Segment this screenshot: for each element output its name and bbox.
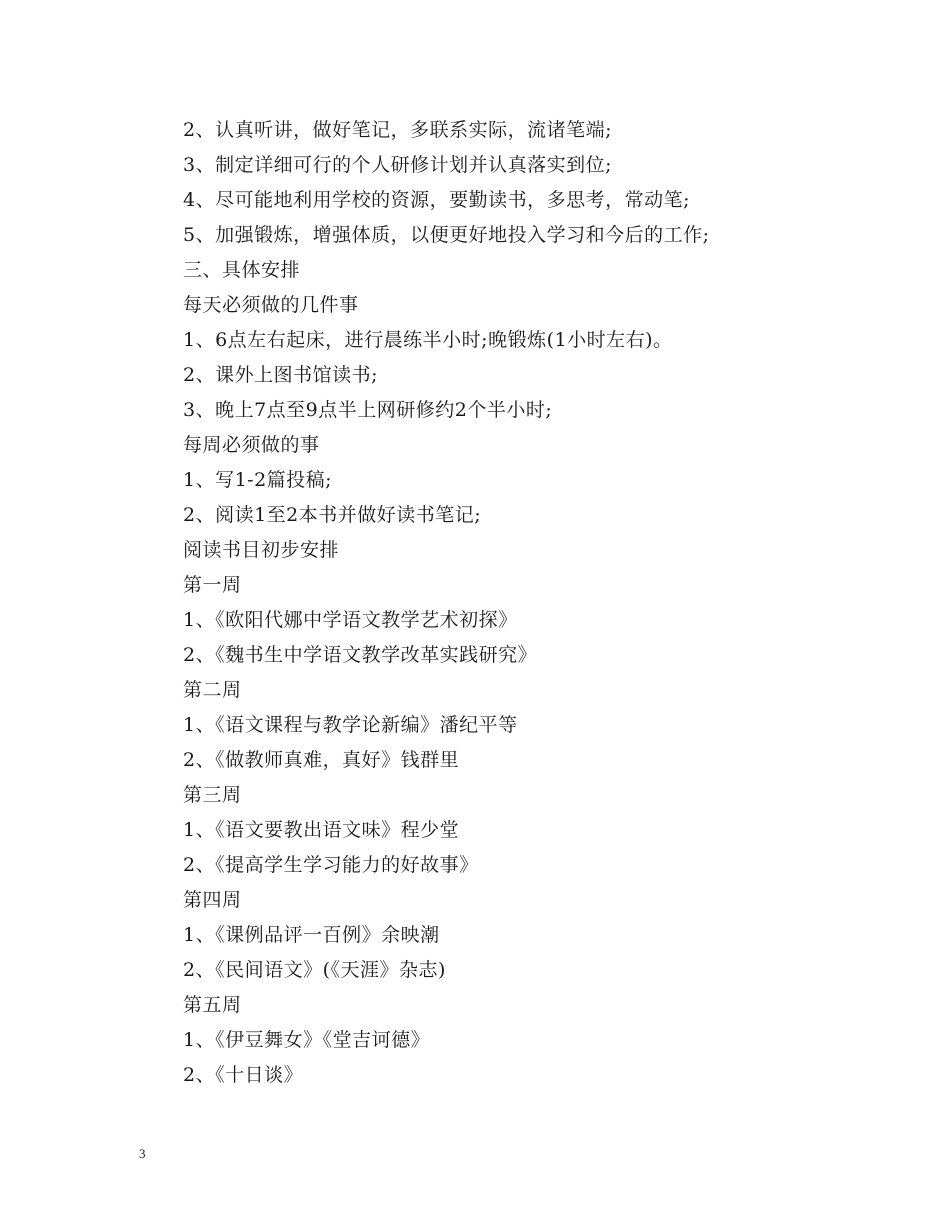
book-item: 1、《语文要教出语文味》程少堂 [183, 819, 460, 841]
text-line: 1、6点左右起床，进行晨练半小时;晚锻炼(1小时左右)。 [183, 329, 673, 351]
text-line: 1、写1-2篇投稿; [183, 469, 333, 491]
page-number: 3 [139, 1146, 146, 1161]
week-heading: 第二周 [183, 679, 242, 701]
text-line: 3、制定详细可行的个人研修计划并认真落实到位; [183, 154, 612, 176]
book-item: 2、《做教师真难，真好》钱群里 [183, 749, 460, 771]
text-line: 2、认真听讲，做好笔记，多联系实际，流诸笔端; [183, 119, 612, 141]
book-item: 2、《魏书生中学语文教学改革实践研究》 [183, 644, 538, 666]
week-heading: 第四周 [183, 889, 242, 911]
week-heading: 第三周 [183, 784, 242, 806]
book-item: 2、《提高学生学习能力的好故事》 [183, 854, 479, 876]
week-heading: 第五周 [183, 994, 242, 1016]
week-heading: 第一周 [183, 574, 242, 596]
book-item: 2、《十日谈》 [183, 1064, 304, 1086]
subheading: 阅读书目初步安排 [183, 539, 340, 561]
section-heading: 三、具体安排 [183, 259, 301, 281]
document-body [183, 113, 883, 1093]
text-line: 2、课外上图书馆读书; [183, 364, 378, 386]
text-line: 5、加强锻炼，增强体质，以便更好地投入学习和今后的工作; [183, 224, 710, 246]
book-item: 1、《欧阳代娜中学语文教学艺术初探》 [183, 609, 518, 631]
text-line: 3、晚上7点至9点半上网研修约2个半小时; [183, 399, 553, 421]
text-line: 2、阅读1至2本书并做好读书笔记; [183, 504, 482, 526]
subheading: 每天必须做的几件事 [183, 294, 359, 316]
subheading: 每周必须做的事 [183, 434, 320, 456]
text-line: 4、尽可能地利用学校的资源，要勤读书，多思考，常动笔; [183, 189, 690, 211]
book-item: 1、《伊豆舞女》《堂吉诃德》 [183, 1029, 431, 1051]
book-item: 1、《语文课程与教学论新编》潘纪平等 [183, 714, 518, 736]
book-item: 2、《民间语文》(《天涯》杂志) [183, 959, 446, 981]
book-item: 1、《课例品评一百例》余映潮 [183, 924, 440, 946]
